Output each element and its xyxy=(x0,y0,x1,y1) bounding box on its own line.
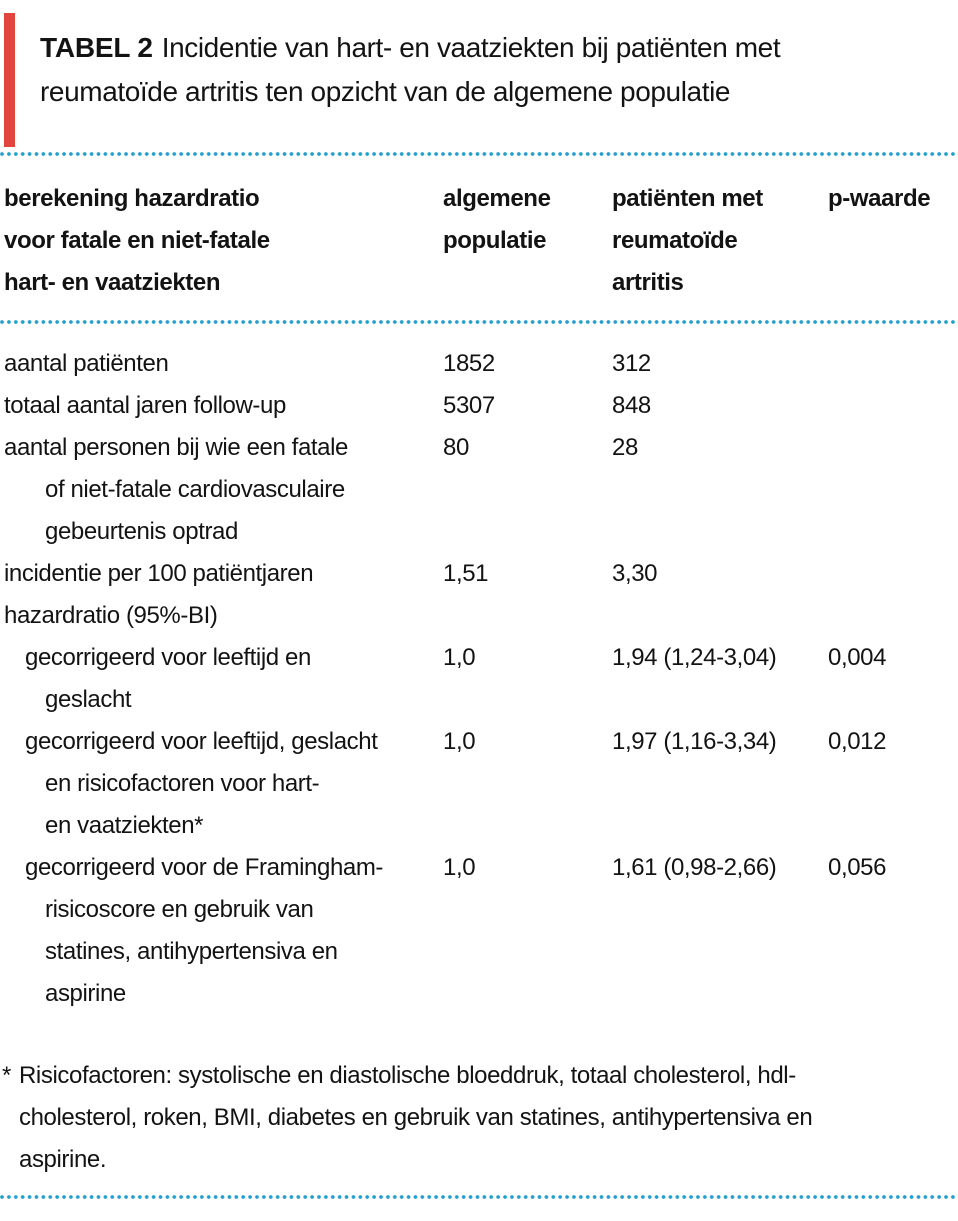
cell-ra: 3,30 xyxy=(612,560,658,587)
title-line-1 xyxy=(40,26,928,70)
cell-algemene: 1,0 xyxy=(443,728,476,755)
cell-ra: 848 xyxy=(612,392,651,419)
table-body xyxy=(4,343,958,1015)
header-col-berekening: berekening hazardratio voor fatale en niet-fatale hart- en vaatziekten xyxy=(4,185,270,296)
row-label: aantal personen bij wie een fatale of niet-fatale cardiovasculaire gebeurtenis optrad xyxy=(4,434,348,545)
table-title xyxy=(40,26,928,114)
title-text: Incidentie van hart- en vaatziekten bij patiënten met xyxy=(161,32,781,63)
footnote-line: aspirine. xyxy=(19,1146,107,1173)
header-col-p-waarde: p-waarde xyxy=(828,185,931,212)
header-col-patienten-ra: patiënten met reumatoïde artritis xyxy=(612,185,763,296)
row-label: incidentie per 100 patiëntjaren xyxy=(4,560,314,587)
footnote-line: * Risicofactoren: systolische en diastolische bloeddruk, totaal cholesterol, hdl- xyxy=(2,1055,958,1097)
header-col-algemene-populatie: algemene populatie xyxy=(443,185,551,254)
row-label: aantal patiënten xyxy=(4,350,169,377)
footnote-line: cholesterol, roken, BMI, diabetes en gebruik van statines, antihypertensiva en xyxy=(19,1104,813,1131)
cell-ra: 1,97 (1,16-3,34) xyxy=(612,728,777,755)
cell-algemene: 1,0 xyxy=(443,854,476,881)
cell-algemene: 5307 xyxy=(443,392,495,419)
title-line-2: reumatoïde artritis ten opzicht van de algemene populatie xyxy=(40,76,731,107)
cell-ra: 1,94 (1,24-3,04) xyxy=(612,644,777,671)
row-label: gecorrigeerd voor de Framingham- risicoscore en gebruik van statines, antihypertensiva en aspirine xyxy=(25,854,384,1007)
accent-bar xyxy=(4,13,15,147)
row-label: totaal aantal jaren follow-up xyxy=(4,392,286,419)
asterisk-marker: * xyxy=(2,1062,11,1089)
row-label: hazardratio (95%-BI) xyxy=(4,602,218,629)
row-label: gecorrigeerd voor leeftijd, geslacht en risicofactoren voor hart- en vaatziekten* xyxy=(25,728,378,839)
divider-bottom xyxy=(0,1195,958,1199)
cell-algemene: 1,0 xyxy=(443,644,476,671)
cell-p: 0,004 xyxy=(828,644,887,671)
divider-top xyxy=(0,152,958,156)
cell-p: 0,056 xyxy=(828,854,887,881)
cell-algemene: 80 xyxy=(443,434,469,461)
cell-ra: 28 xyxy=(612,434,638,461)
table-header xyxy=(4,178,958,304)
footnote xyxy=(2,1055,958,1181)
cell-ra: 312 xyxy=(612,350,651,377)
cell-algemene: 1852 xyxy=(443,350,495,377)
divider-header xyxy=(0,320,958,324)
cell-p: 0,012 xyxy=(828,728,887,755)
row-label: gecorrigeerd voor leeftijd en geslacht xyxy=(25,644,311,713)
table-number-label: TABEL 2 xyxy=(40,32,153,63)
cell-ra: 1,61 (0,98-2,66) xyxy=(612,854,777,881)
cell-algemene: 1,51 xyxy=(443,560,489,587)
